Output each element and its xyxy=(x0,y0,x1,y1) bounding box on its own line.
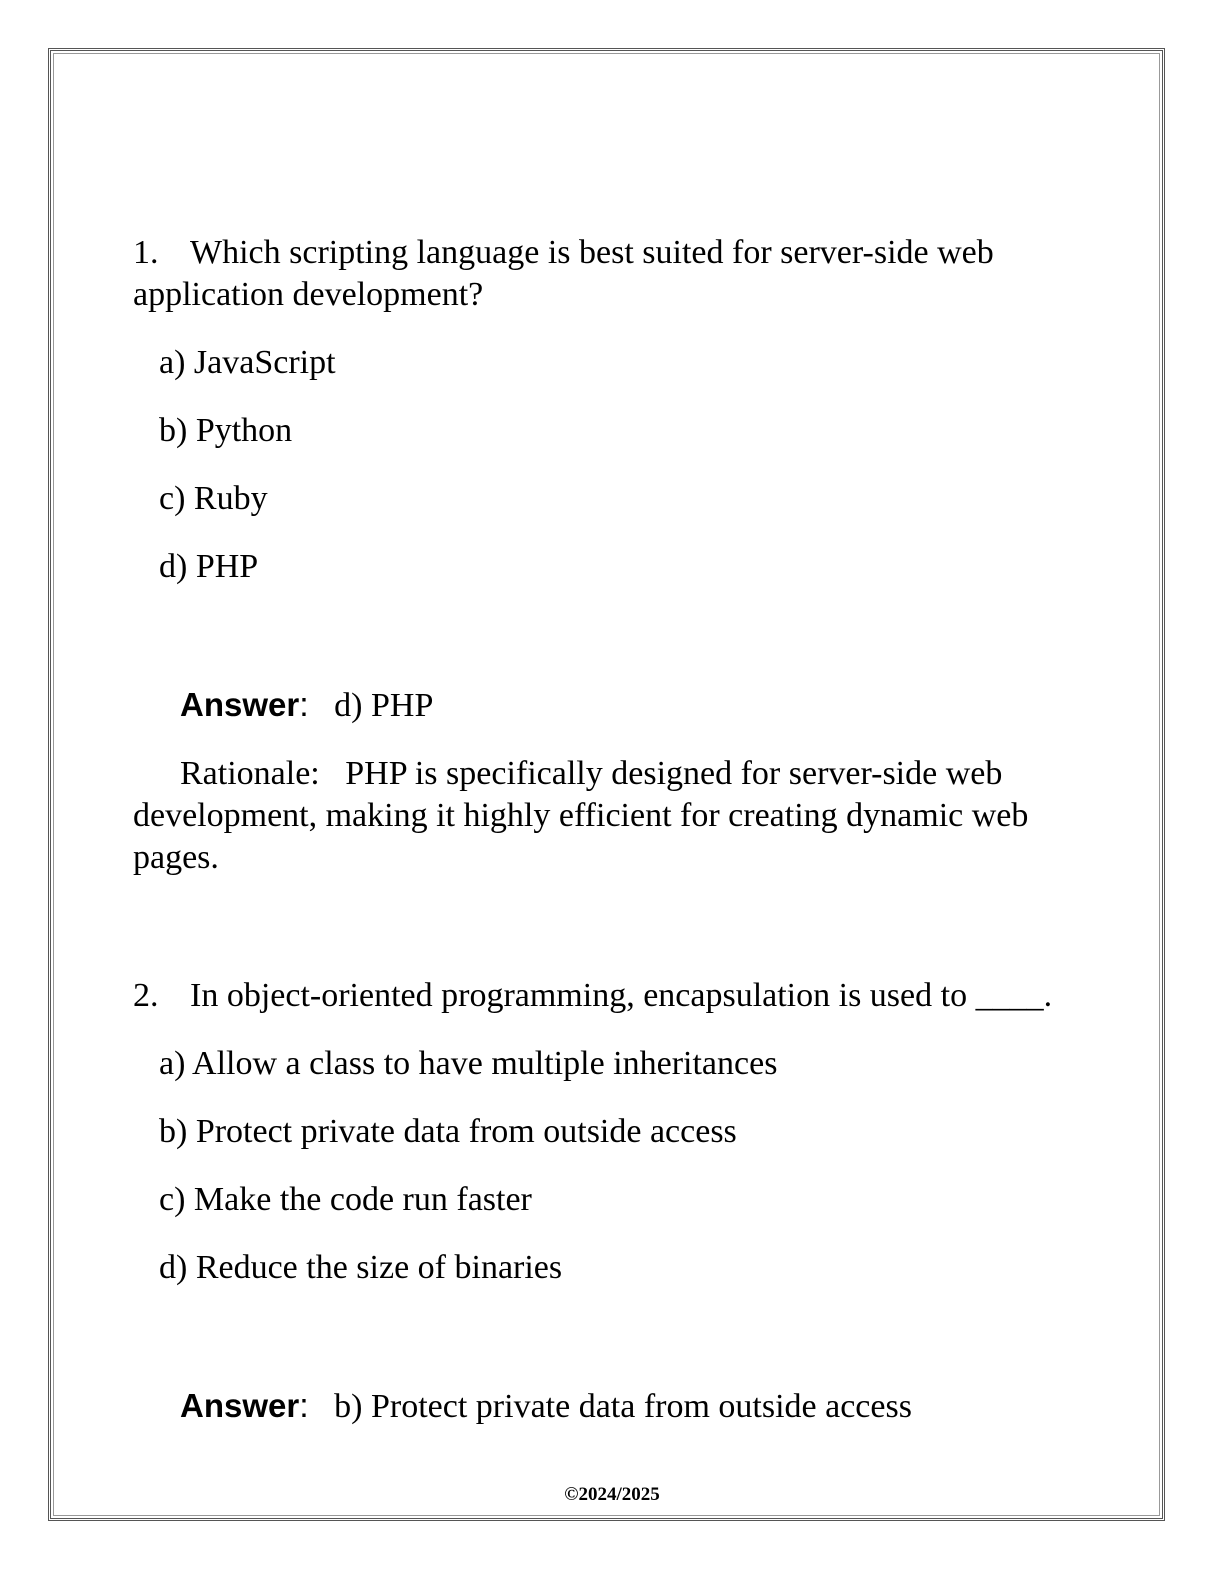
answer-label: Answer xyxy=(180,686,300,723)
rationale-label: Rationale: xyxy=(180,755,320,792)
question-1-answer xyxy=(133,684,1093,727)
question-1-option-b: b) Python xyxy=(159,412,293,449)
question-2 xyxy=(133,975,1093,1428)
question-2-options xyxy=(133,1043,1093,1289)
question-2-number: 2. xyxy=(133,977,159,1014)
copyright-footer: ©2024/2025 xyxy=(564,1484,660,1505)
question-1-option-c: c) Ruby xyxy=(159,480,268,517)
question-1-options xyxy=(133,342,1093,588)
answer-label: Answer xyxy=(180,1387,300,1424)
document-content xyxy=(133,232,1093,1428)
answer-colon: : xyxy=(299,1387,309,1425)
question-2-text xyxy=(133,975,1093,1017)
question-2-option-b: b) Protect private data from outside access xyxy=(159,1113,737,1150)
question-1-number: 1. xyxy=(133,234,159,271)
answer-colon: : xyxy=(299,686,309,724)
question-2-option-c: c) Make the code run faster xyxy=(159,1181,532,1218)
question-1-rationale-text: PHP is specifically designed for server-side web development, making it highly efficient for creating dynamic web pages. xyxy=(133,755,1029,876)
question-1-option-d: d) PHP xyxy=(159,548,259,585)
question-2-stem: In object-oriented programming, encapsulation is used to ____. xyxy=(190,977,1053,1014)
question-1-text xyxy=(133,232,1093,316)
question-1-stem: Which scripting language is best suited for server-side web application development? xyxy=(133,234,994,313)
question-1 xyxy=(133,232,1093,879)
question-2-answer-value: b) Protect private data from outside access xyxy=(334,1388,912,1425)
question-2-answer xyxy=(133,1385,1093,1428)
question-1-answer-value: d) PHP xyxy=(334,687,434,724)
question-1-rationale xyxy=(133,753,1093,879)
question-2-option-a: a) Allow a class to have multiple inheritances xyxy=(159,1045,778,1082)
question-2-option-d: d) Reduce the size of binaries xyxy=(159,1249,563,1286)
question-1-option-a: a) JavaScript xyxy=(159,344,336,381)
